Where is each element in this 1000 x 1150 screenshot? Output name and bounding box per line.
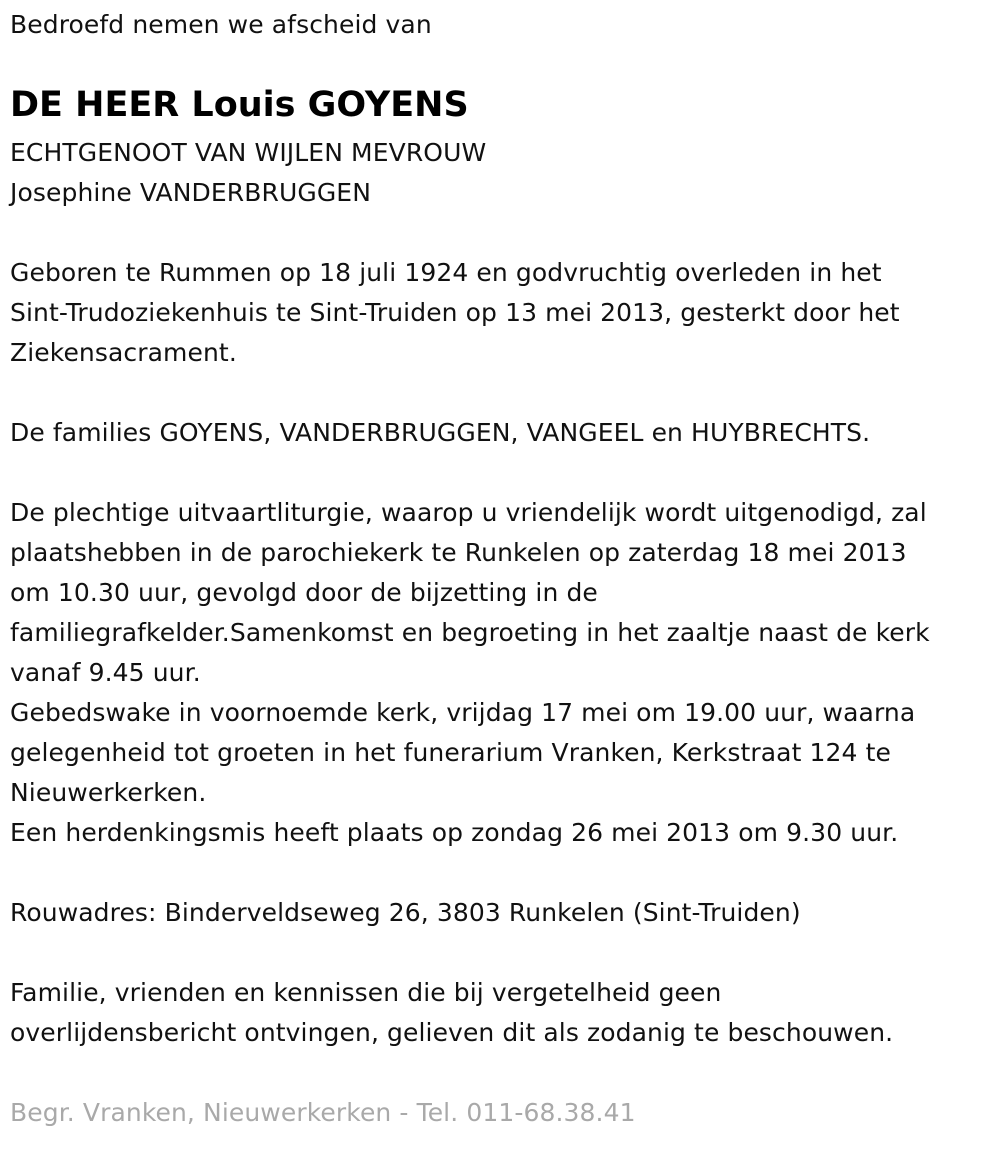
birth-death-paragraph	[10, 253, 900, 373]
deceased-name: DE HEER Louis GOYENS	[10, 85, 469, 125]
liturgy-paragraph	[10, 493, 930, 853]
paragraph-line: plaatshebben in de parochiekerk te Runkelen op zaterdag 18 mei 2013	[10, 538, 907, 567]
address-line: Rouwadres: Binderveldseweg 26, 3803 Runkelen (Sint-Truiden)	[10, 898, 801, 927]
paragraph-line: Familie, vrienden en kennissen die bij vergetelheid geen	[10, 978, 722, 1007]
paragraph-line: overlijdensbericht ontvingen, gelieven dit als zodanig te beschouwen.	[10, 1018, 894, 1047]
paragraph-line: familiegrafkelder.Samenkomst en begroeting in het zaaltje naast de kerk	[10, 618, 930, 647]
paragraph-line: Nieuwerkerken.	[10, 778, 207, 807]
families-paragraph	[10, 413, 870, 453]
paragraph-line: gelegenheid tot groeten in het funerarium Vranken, Kerkstraat 124 te	[10, 738, 891, 767]
notice-paragraph	[10, 973, 893, 1053]
spouse-line: ECHTGENOOT VAN WIJLEN MEVROUW	[10, 138, 487, 167]
paragraph-line: De plechtige uitvaartliturgie, waarop u vriendelijk wordt uitgenodigd, zal	[10, 498, 927, 527]
paragraph-line: Geboren te Rummen op 18 juli 1924 en godvruchtig overleden in het	[10, 258, 882, 287]
mourning-address	[10, 893, 801, 933]
paragraph-line: Gebedswake in voornoemde kerk, vrijdag 17 mei om 19.00 uur, waarna	[10, 698, 916, 727]
funeral-director-footer: Begr. Vranken, Nieuwerkerken - Tel. 011-68.38.41	[10, 1098, 636, 1127]
paragraph-line: om 10.30 uur, gevolgd door de bijzetting in de	[10, 578, 598, 607]
paragraph-line: vanaf 9.45 uur.	[10, 658, 201, 687]
paragraph-line: Sint-Trudoziekenhuis te Sint-Truiden op 13 mei 2013, gesterkt door het	[10, 298, 900, 327]
intro-text: Bedroefd nemen we afscheid van	[10, 10, 432, 39]
spouse-line: Josephine VANDERBRUGGEN	[10, 178, 371, 207]
paragraph-line: Een herdenkingsmis heeft plaats op zondag 26 mei 2013 om 9.30 uur.	[10, 818, 899, 847]
spouse-block	[10, 133, 486, 213]
paragraph-line: Ziekensacrament.	[10, 338, 237, 367]
paragraph-line: De families GOYENS, VANDERBRUGGEN, VANGEEL en HUYBRECHTS.	[10, 418, 871, 447]
